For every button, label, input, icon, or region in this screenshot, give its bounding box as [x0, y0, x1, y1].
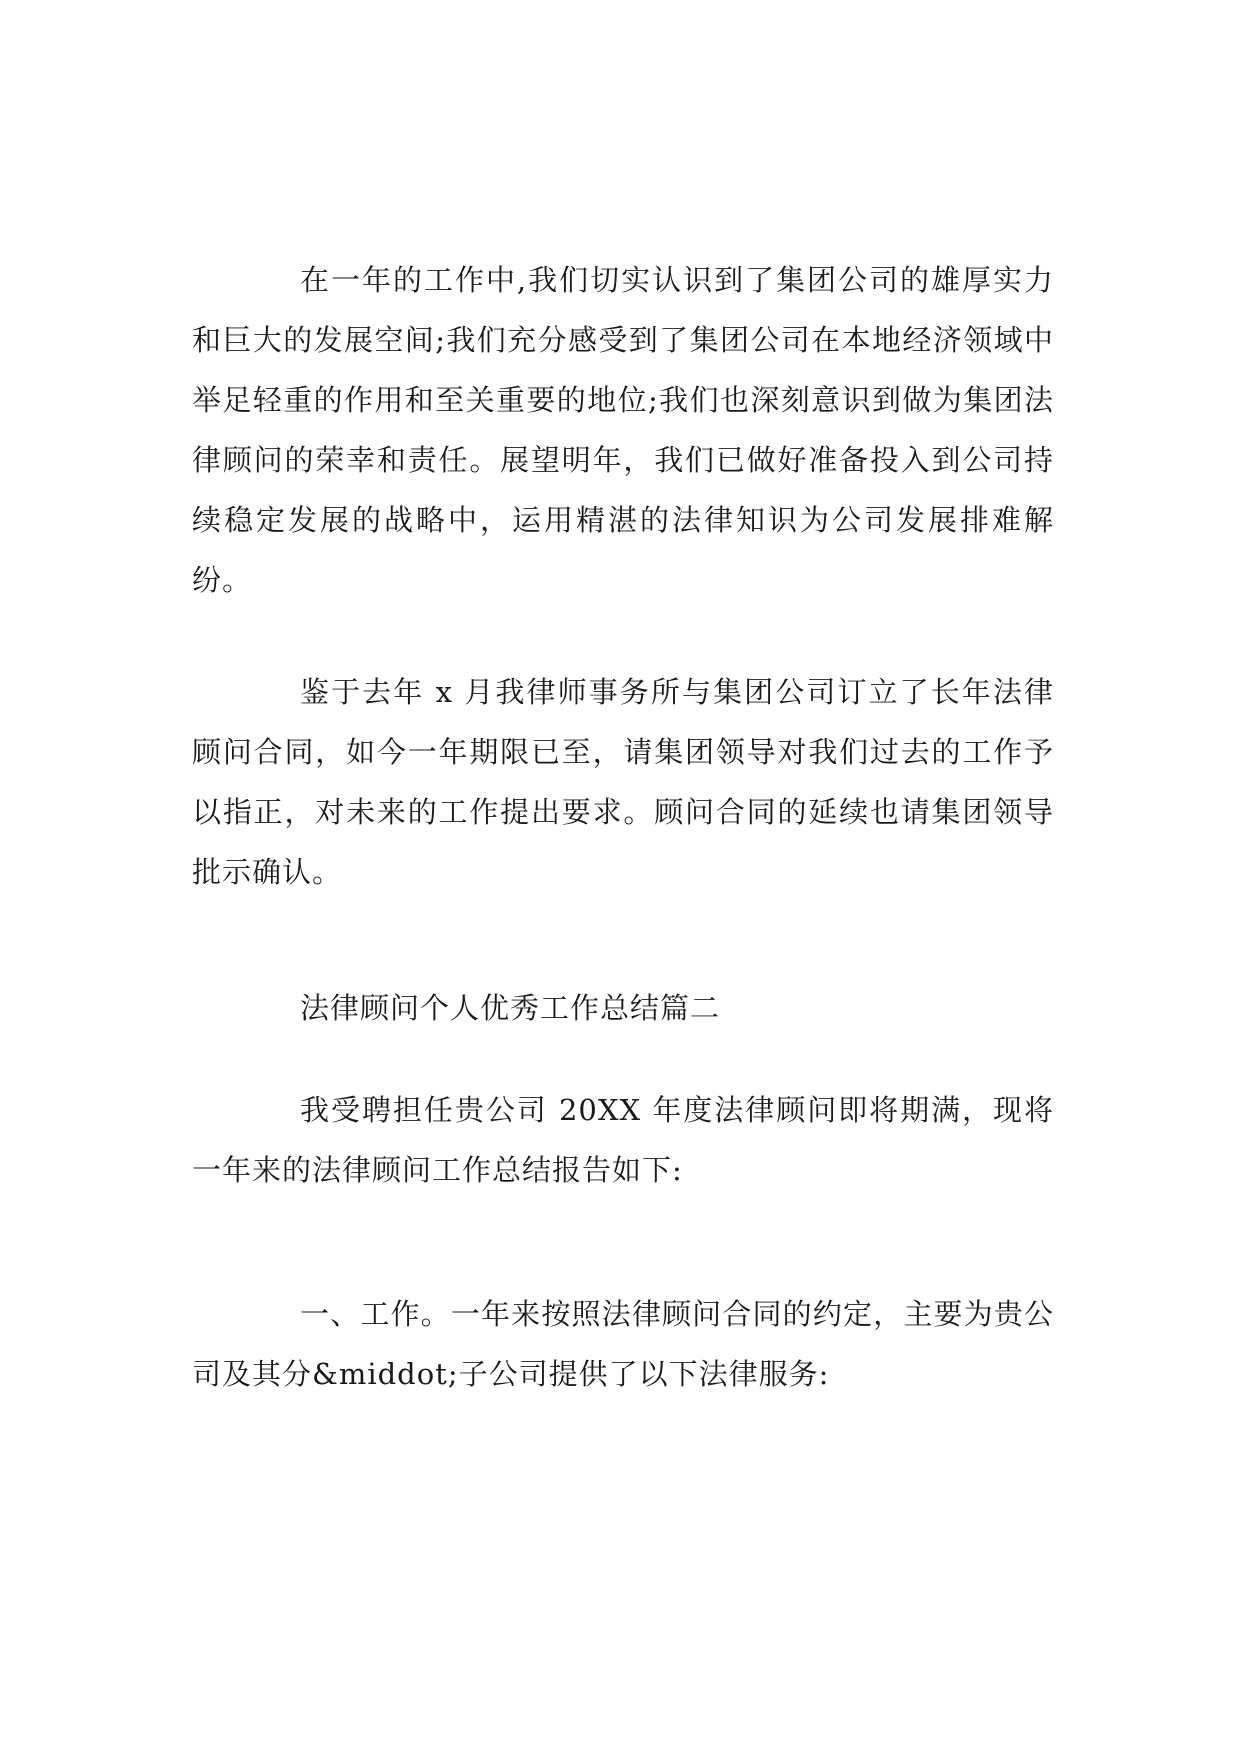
paragraph-report-intro: 我受聘担任贵公司 20XX 年度法律顾问即将期满，现将一年来的法律顾问工作总结报告如下:: [192, 1093, 1054, 1187]
paragraph-reflection: 在一年的工作中,我们切实认识到了集团公司的雄厚实力和巨大的发展空间;我们充分感受到了集团公司在本地经济领域中举足轻重的作用和至关重要的地位;我们也深刻意识到做为集团法律顾问的荣幸和责任。展望明年，我们已做好准备投入到公司持续稳定发展的战略中，运用精湛的法律知识为公司发展排难解纷。: [192, 263, 1054, 597]
paragraph-contract-renewal: 鉴于去年 x 月我律师事务所与集团公司订立了长年法律顾问合同，如今一年期限已至，请集团领导对我们过去的工作予以指正，对未来的工作提出要求。顾问合同的延续也请集团领导批示确认。: [192, 675, 1054, 889]
section-heading: 法律顾问个人优秀工作总结篇二: [300, 991, 721, 1025]
paragraph-work-item-one: 一、工作。一年来按照法律顾问合同的约定，主要为贵公司及其分&middot;子公司提供了以下法律服务:: [192, 1297, 1054, 1391]
